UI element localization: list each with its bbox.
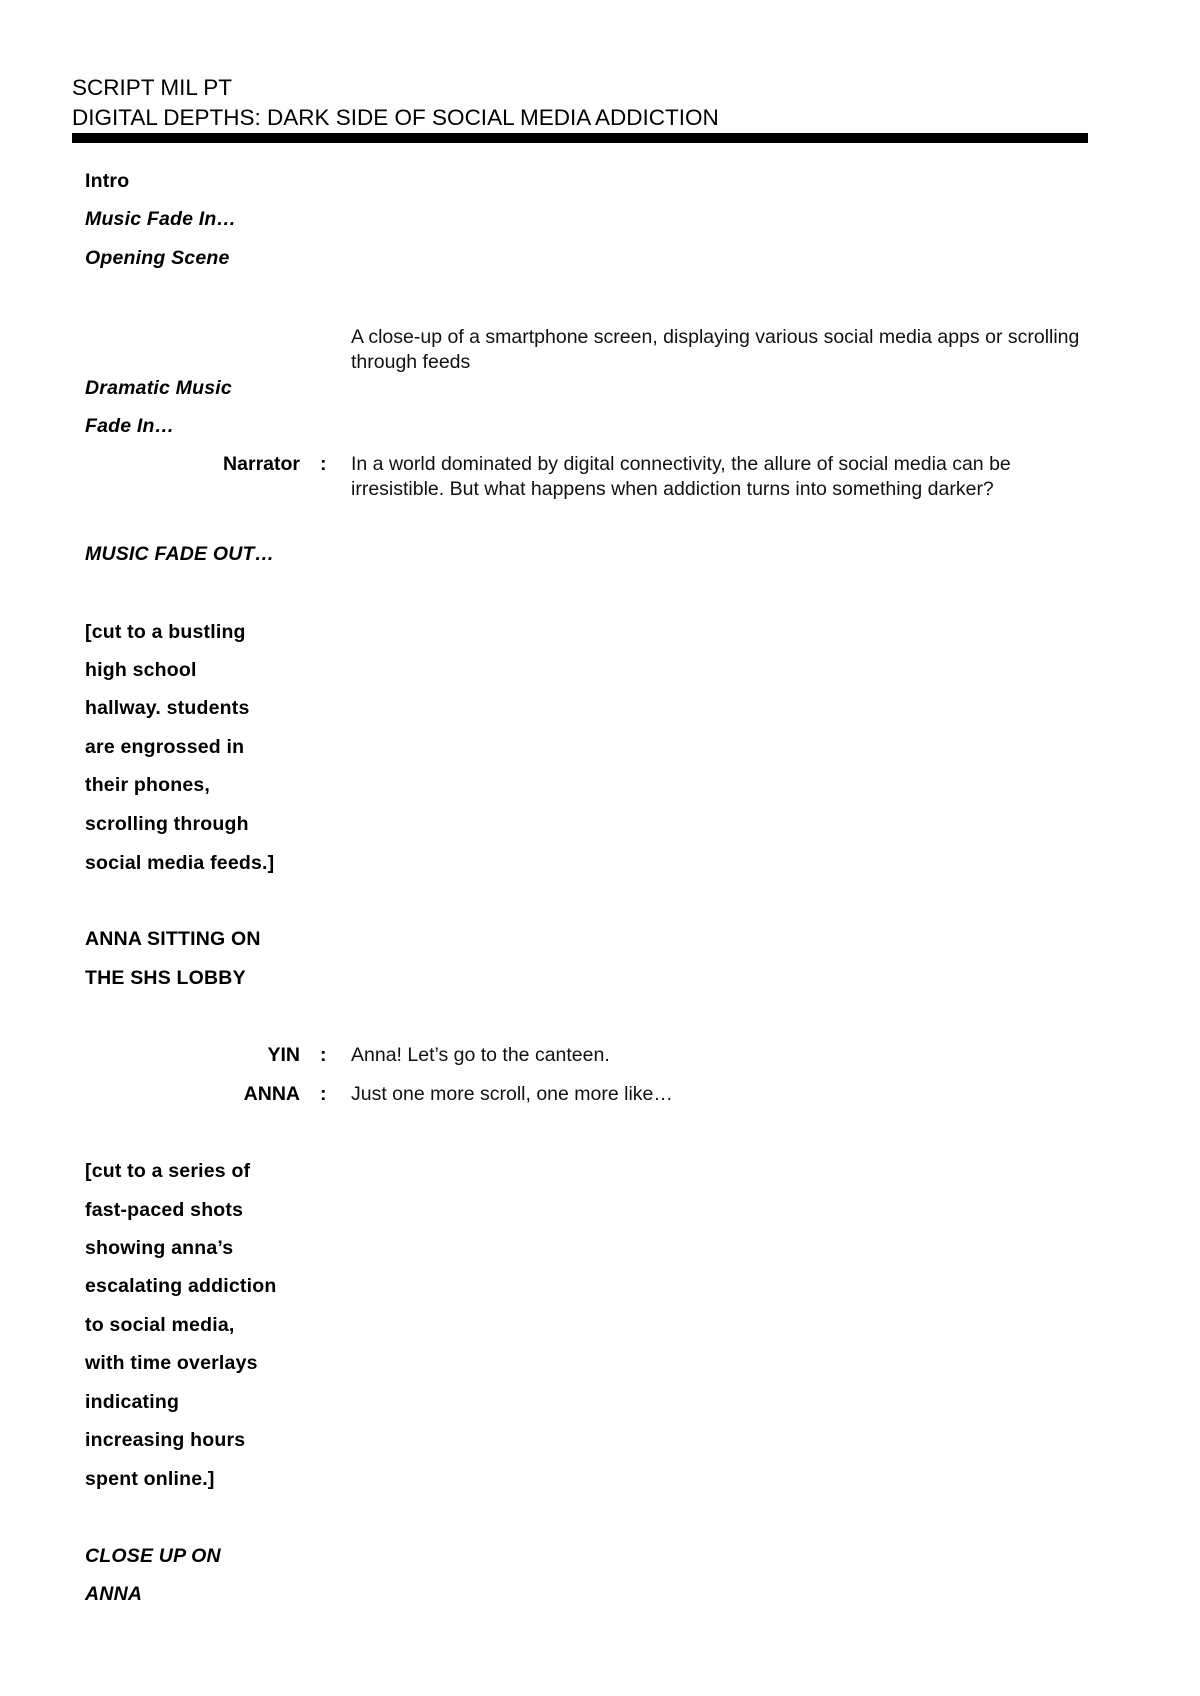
stage-direction-line: showing anna’s	[85, 1237, 234, 1259]
document-title: SCRIPT MIL PT	[72, 75, 233, 100]
document-subtitle: DIGITAL DEPTHS: DARK SIDE OF SOCIAL MEDIA ADDICTION	[72, 105, 719, 130]
scene-heading-line: ANNA SITTING ON	[85, 928, 261, 950]
stage-direction-line: [cut to a series of	[85, 1160, 251, 1182]
opening-scene-cue: Opening Scene	[85, 247, 230, 269]
stage-direction-line: indicating	[85, 1391, 180, 1413]
stage-direction-line: are engrossed in	[85, 736, 245, 758]
close-up-cue-line1: CLOSE UP ON	[85, 1545, 221, 1567]
dialogue-line-anna: Just one more scroll, one more like…	[351, 1083, 673, 1105]
narrator-colon: :	[320, 453, 327, 475]
dialogue-speaker-anna: ANNA	[243, 1083, 300, 1105]
intro-label: Intro	[85, 170, 130, 192]
music-fade-out-cue: MUSIC FADE OUT…	[85, 543, 275, 565]
stage-direction-line: their phones,	[85, 774, 211, 796]
dramatic-music-cue-line2: Fade In…	[85, 415, 175, 437]
stage-direction-line: scrolling through	[85, 813, 249, 835]
stage-direction-line: [cut to a bustling	[85, 621, 246, 643]
stage-direction-line: hallway. students	[85, 697, 250, 719]
stage-direction-line: fast-paced shots	[85, 1199, 244, 1221]
narrator-speaker: Narrator	[223, 453, 300, 475]
music-fade-in-cue: Music Fade In…	[85, 208, 237, 230]
stage-direction-line: with time overlays	[85, 1352, 258, 1374]
stage-direction-line: social media feeds.]	[85, 852, 275, 874]
dialogue-speaker-yin: YIN	[267, 1044, 300, 1066]
stage-direction-line: spent online.]	[85, 1468, 215, 1490]
scene-heading-line: THE SHS LOBBY	[85, 967, 246, 989]
dialogue-colon: :	[320, 1044, 327, 1066]
stage-direction-line: high school	[85, 659, 197, 681]
stage-direction-line: escalating addiction	[85, 1275, 277, 1297]
dramatic-music-cue-line1: Dramatic Music	[85, 377, 232, 399]
header-rule	[72, 133, 1088, 143]
narrator-line-2: irresistible. But what happens when addiction turns into something darker?	[351, 478, 994, 500]
narrator-line-1: In a world dominated by digital connectivity, the allure of social media can be	[351, 453, 1011, 475]
dialogue-colon: :	[320, 1083, 327, 1105]
dialogue-line-yin: Anna! Let’s go to the canteen.	[351, 1044, 610, 1066]
stage-direction-line: to social media,	[85, 1314, 235, 1336]
close-up-cue-line2: ANNA	[85, 1583, 143, 1605]
opening-scene-description: A close-up of a smartphone screen, displaying various social media apps or scrolling through feeds	[351, 326, 1080, 373]
stage-direction-line: increasing hours	[85, 1429, 246, 1451]
